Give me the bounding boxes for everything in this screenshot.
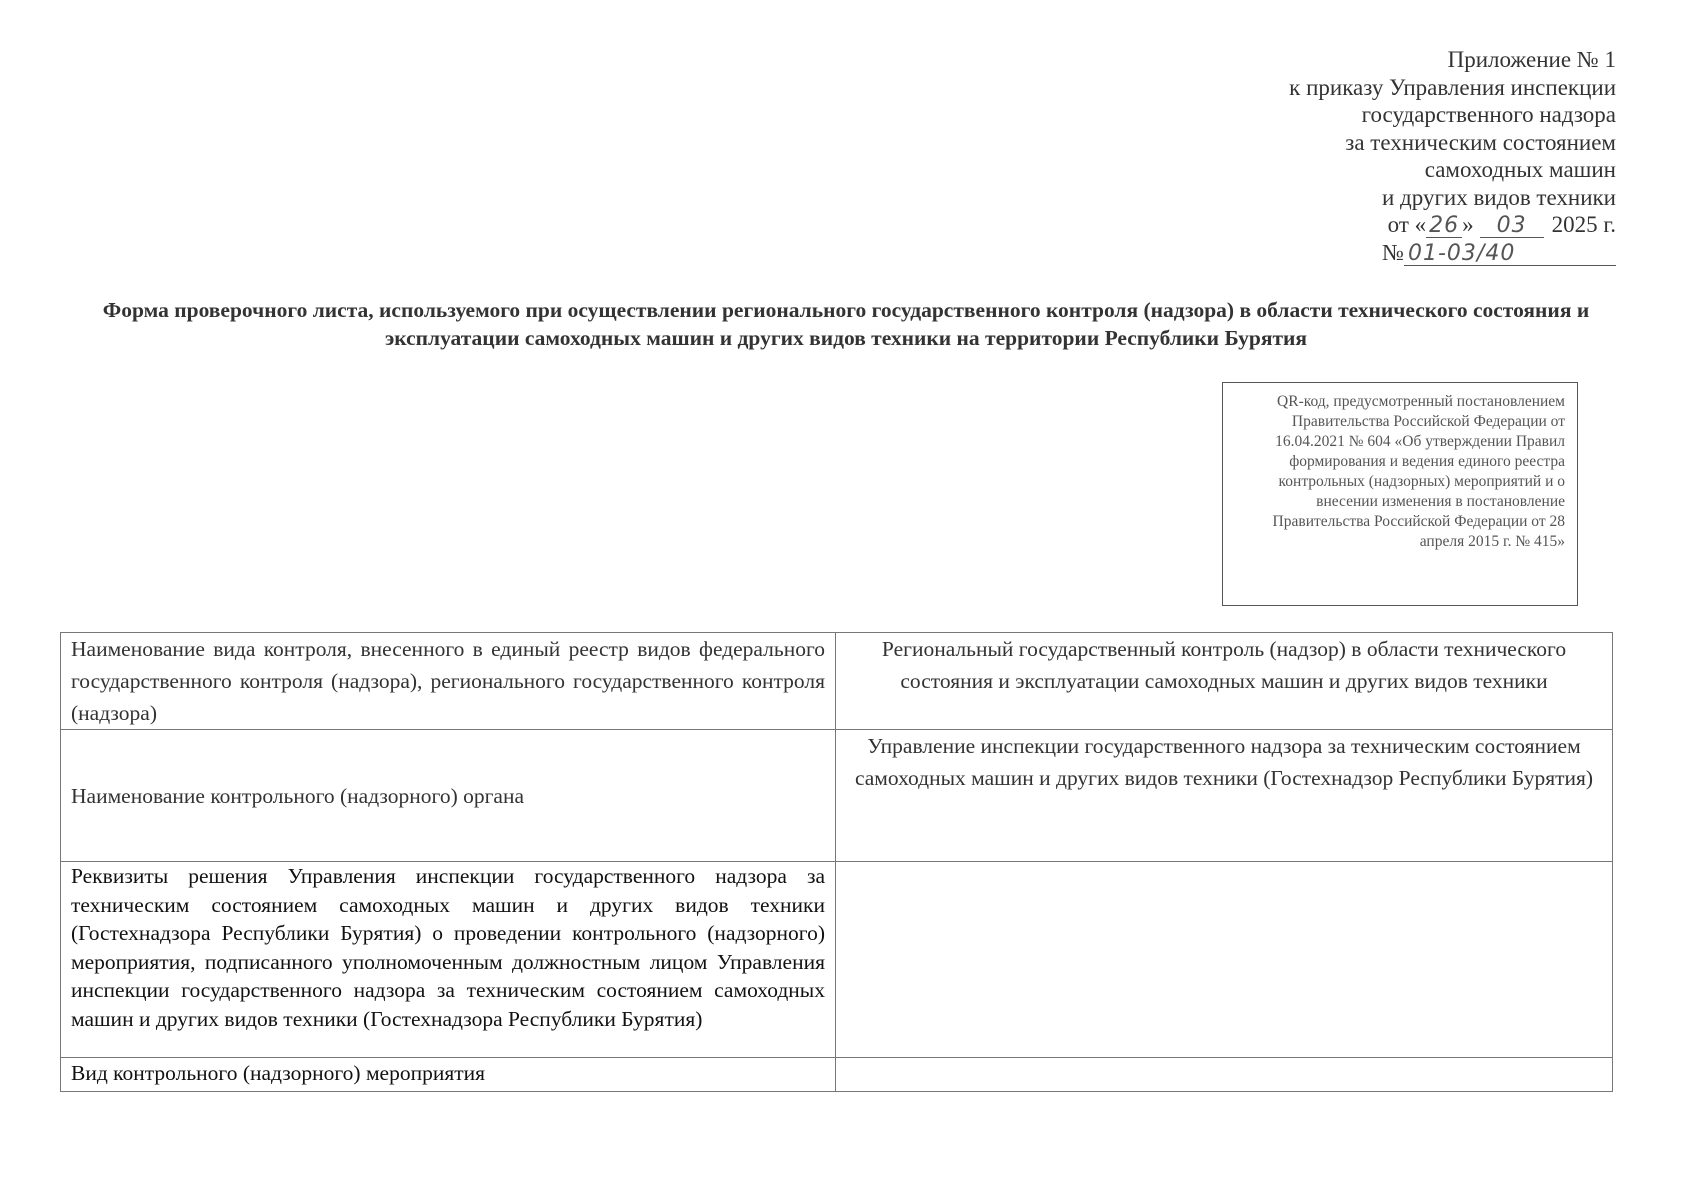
handwritten-day: 26 bbox=[1426, 215, 1462, 238]
date-separator: » bbox=[1462, 212, 1474, 237]
info-table bbox=[60, 632, 1613, 1092]
table-row bbox=[61, 862, 1613, 1058]
qr-code-box: QR-код, предусмотренный постановлением Правительства Российской Федерации от 16.04.2021 № 604 «Об утверждении Правил формирования и ведения единого реестра контрольных (надзорных) мероприятий и о внесении изменения в постановление Правительства Российской Федерации от 28 апреля 2015 г. № 415» bbox=[1222, 382, 1578, 606]
row-value-empty[interactable] bbox=[836, 1058, 1613, 1092]
table-row bbox=[61, 730, 1613, 862]
date-prefix: от « bbox=[1387, 212, 1427, 237]
handwritten-number: 01-03/40 bbox=[1404, 243, 1616, 266]
row-label: Реквизиты решения Управления инспекции государственного надзора за техническим состоянием самоходных машин и других видов техники (Гостехнадзора Республики Бурятия) о проведении контрольного (надзорного) мероприятия, подписанного уполномоченным должностным лицом Управления инспекции государственного надзора за техническим состоянием самоходных машин и других видов техники (Гостехнадзора Республики Бурятия) bbox=[61, 862, 836, 1058]
number-prefix: № bbox=[1382, 239, 1404, 265]
row-label: Наименование вида контроля, внесенного в единый реестр видов федерального государственного контроля (надзора), регионального государственного контроля (надзора) bbox=[61, 633, 836, 730]
row-value-empty[interactable] bbox=[836, 862, 1613, 1058]
appendix-line: самоходных машин bbox=[1424, 157, 1616, 182]
date-year: 2025 г. bbox=[1551, 212, 1616, 237]
form-title: Форма проверочного листа, используемого при осуществлении регионального государственного контроля (надзора) в области технического состояния и эксплуатации самоходных машин и других видов техники на территории Республики Бурятия bbox=[102, 298, 1590, 350]
appendix-line: Приложение № 1 bbox=[1447, 47, 1616, 72]
appendix-line: государственного надзора bbox=[1361, 102, 1616, 127]
appendix-header bbox=[1176, 46, 1616, 266]
appendix-line: и других видов техники bbox=[1382, 184, 1616, 210]
appendix-date bbox=[1176, 211, 1616, 239]
handwritten-month: 03 bbox=[1480, 215, 1544, 238]
appendix-number bbox=[1176, 239, 1616, 267]
row-label: Вид контрольного (надзорного) мероприятия bbox=[61, 1058, 836, 1092]
table-row bbox=[61, 1058, 1613, 1092]
appendix-line: к приказу Управления инспекции bbox=[1289, 74, 1616, 100]
row-value: Региональный государственный контроль (надзор) в области технического состояния и эксплуатации самоходных машин и других видов техники bbox=[836, 633, 1613, 730]
row-label: Наименование контрольного (надзорного) органа bbox=[61, 730, 836, 862]
table-row bbox=[61, 633, 1613, 730]
appendix-line: за техническим состоянием bbox=[1345, 129, 1616, 155]
row-value: Управление инспекции государственного надзора за техническим состоянием самоходных машин и других видов техники (Гостехнадзор Республики Бурятия) bbox=[836, 730, 1613, 862]
